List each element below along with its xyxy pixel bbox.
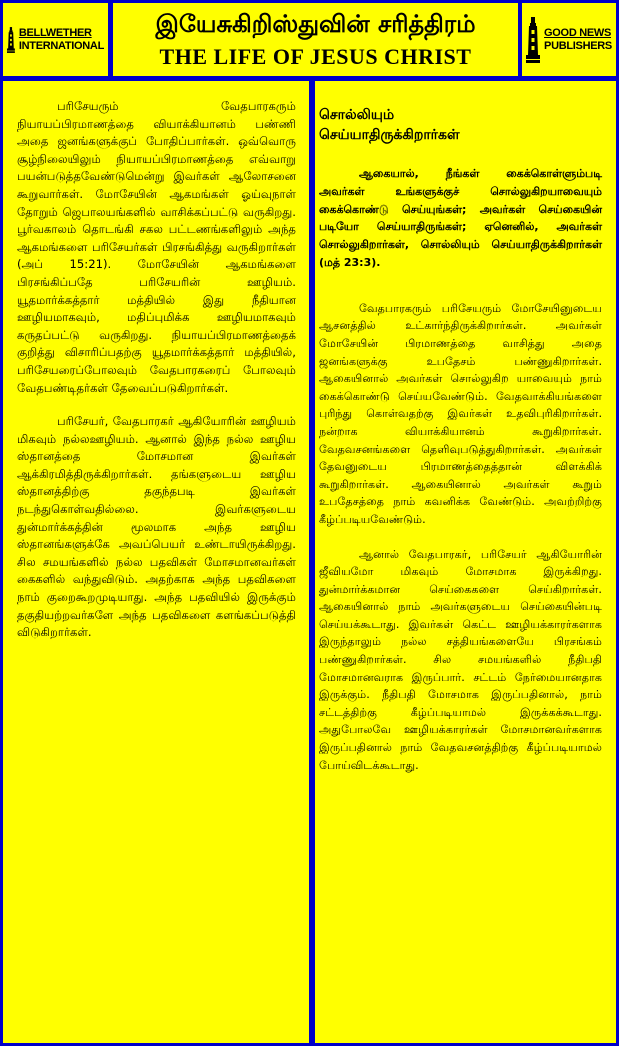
tower-icon [526, 17, 540, 63]
logo-right-line2: PUBLISHERS [544, 39, 612, 52]
right-column [315, 81, 616, 1043]
section-heading [319, 105, 602, 145]
right-paragraph-1: வேதபாரகரும் பரிசேயரும் மோசேயினுடைய ஆசனத்தில் உட்கார்ந்திருக்கிறார்கள். அவர்கள் மோசேயின் பிரமாணத்தை வாசித்து அதை ஜனங்களுக்கு உபதேசம் பண்ணுகிறார்கள். ஆகையினால் அவர்கள் சொல்லுகிற யாவையும் நாம் கைக்கொண்டு செய்யவேண்டும். வேதவாக்கியங்களை புரிந்து கொள்வதற்கு இவர்கள் உதவிபுரிகிறார்கள். நன்றாக வியாக்கியானம் கூறுகிறார்கள். வேதவசனங்களை தெளிவுபடுத்துகிறார்கள். அவர்கள் தேவனுடைய பிரமாணத்தைத்தான் விளக்கிக் கூறுகிறார்கள். ஆகையினால் அவர்கள் கூறும் உபதேசத்தை நாம் கவனிக்க வேண்டும். அவற்றிற்கு கீழ்ப்படியவேண்டும். [319, 301, 602, 526]
logo-left-line1: BELLWETHER [18, 26, 92, 39]
section-heading-line1: சொல்லியும் [319, 107, 395, 123]
good-news-logo [522, 3, 616, 76]
left-paragraph-1: பரிசேயரும் வேதபாரகரும் நியாயப்பிரமாணத்தை வியாக்கியானம் பண்ணி அதை ஜனங்களுக்குப் போதிப்பார்கள். ஒவ்வொரு சூழ்நிலையிலும் நியாயப்பிரமாணத்தை எவ்வாறு பயன்படுத்தவேண்டுமென்று இவர்கள் ஆலோசனை கூறுவார்கள். மோசேயின் ஆகமங்கள் ஓய்வுநாள் தோறும் ஜெபாலயங்களில் வாசிக்கப்பட்டு வருகிறது. பூர்வகாலம் தொடங்கி சகல பட்டணங்களிலும் அந்த ஆகமங்களை பரிசேயர்கள் பிரசங்கித்து வருகிறார்கள் (அப் 15:21). மோசேயின் ஆகமங்களை பிரசங்கிப்பதே பரிசேயரின் ஊழியம். யூதமார்க்கத்தார் மத்தியில் இது நீதியான ஊழியமாகவும், மதிப்புமிக்க ஊழியமாகவும் கருதப்பட்டு வருகிறது. நியாயப்பிரமாணத்தைக் குறித்து விசாரிப்பதற்கு யூதமார்க்கத்தார் மத்தியில், பரிசேயரைப்போலவும் வேதபாரகரைப் போலவும் வேதபண்டிதர்கள் தேவைப்படுகிறார்கள். [17, 99, 296, 395]
scripture-quote: ஆகையால், நீங்கள் கைக்கொள்ளும்படி அவர்கள் உங்களுக்குச் சொல்லுகிறயாவையும் கைக்கொண்டு செய்யுங்கள்; அவர்கள் செய்கையின் படியோ செய்யாதிருங்கள்; ஏனெனில், அவர்கள் சொல்லுகிறார்கள், சொல்லியும் செய்யாதிருக்கிறார்கள் (மத் 23:3). [319, 167, 602, 269]
good-news-logo-text [544, 27, 612, 53]
left-column [3, 81, 309, 1043]
logo-left-line2: INTERNATIONAL [18, 39, 104, 52]
logo-right-line1: GOOD NEWS [544, 26, 612, 39]
tower-icon [7, 17, 15, 63]
bellwether-logo-text [19, 27, 104, 53]
right-paragraph-2: ஆனால் வேதபாரகர், பரிசேயர் ஆகியோரின் ஜீவியமோ மிகவும் மோசமாக இருக்கிறது. துன்மார்க்கமான செய்கைகளை செய்கிறார்கள். ஆகையினால் நாம் அவர்களுடைய செய்கையின்படி செய்யக்கூடாது. இவர்கள் கெட்ட ஊழியக்காரர்களாக இருந்தாலும் நல்ல சத்தியங்களையே பிரசங்கம் பண்ணுகிறார்கள். சில சமயங்களில் நீதிபதி மோசமானவராக இருப்பார். சட்டம் நேர்மையானதாக இருக்கும். நீதிபதி மோசமாக இருப்பதினால், நாம் சட்டத்திற்கு கீழ்ப்படியாமல் இருக்கக்கூடாது. அதுபோலவே ஊழியக்காரர்கள் மோசமானவர்களாக இருப்பதினால் நாம் வேதவசனத்திற்கு கீழ்ப்படியாமல் போய்விடக்கூடாது. [319, 547, 602, 772]
bellwether-logo [3, 3, 108, 76]
page-title-tamil: இயேசுகிறிஸ்துவின் சரித்திரம் [155, 10, 476, 38]
left-paragraph-2: பரிசேயர், வேதபாரகர் ஆகியோரின் ஊழியம் மிகவும் நல்லஊழியம். ஆனால் இந்த நல்ல ஊழிய ஸ்தானத்தை மோசமான இவர்கள் ஆக்கிரமித்திருக்கிறார்கள். தங்களுடைய ஊழிய ஸ்தானத்திற்கு தகுந்தபடி இவர்கள் நடந்துகொள்வதில்லை. இவர்களுடைய துன்மார்க்கத்தின் மூலமாக அந்த ஊழிய ஸ்தானங்களுக்கே அவப்பெயர் உண்டாயிருக்கிறது. சில சமயங்களில் நல்ல பதவிகள் மோசமானவர்கள் கைகளில் வந்துவிடும். அதற்காக அந்த பதவிகளை நாம் குறைகூறமுடியாது. அந்த பதவியில் இருக்கும் தகுதியற்றவர்களே அந்த பதவிகளை களங்கப்படுத்தி விடுகிறார்கள். [17, 414, 296, 640]
title-banner [113, 3, 518, 76]
page-title-english: THE LIFE OF JESUS CHRIST [159, 44, 472, 69]
section-heading-line2: செய்யாதிருக்கிறார்கள் [319, 127, 460, 143]
